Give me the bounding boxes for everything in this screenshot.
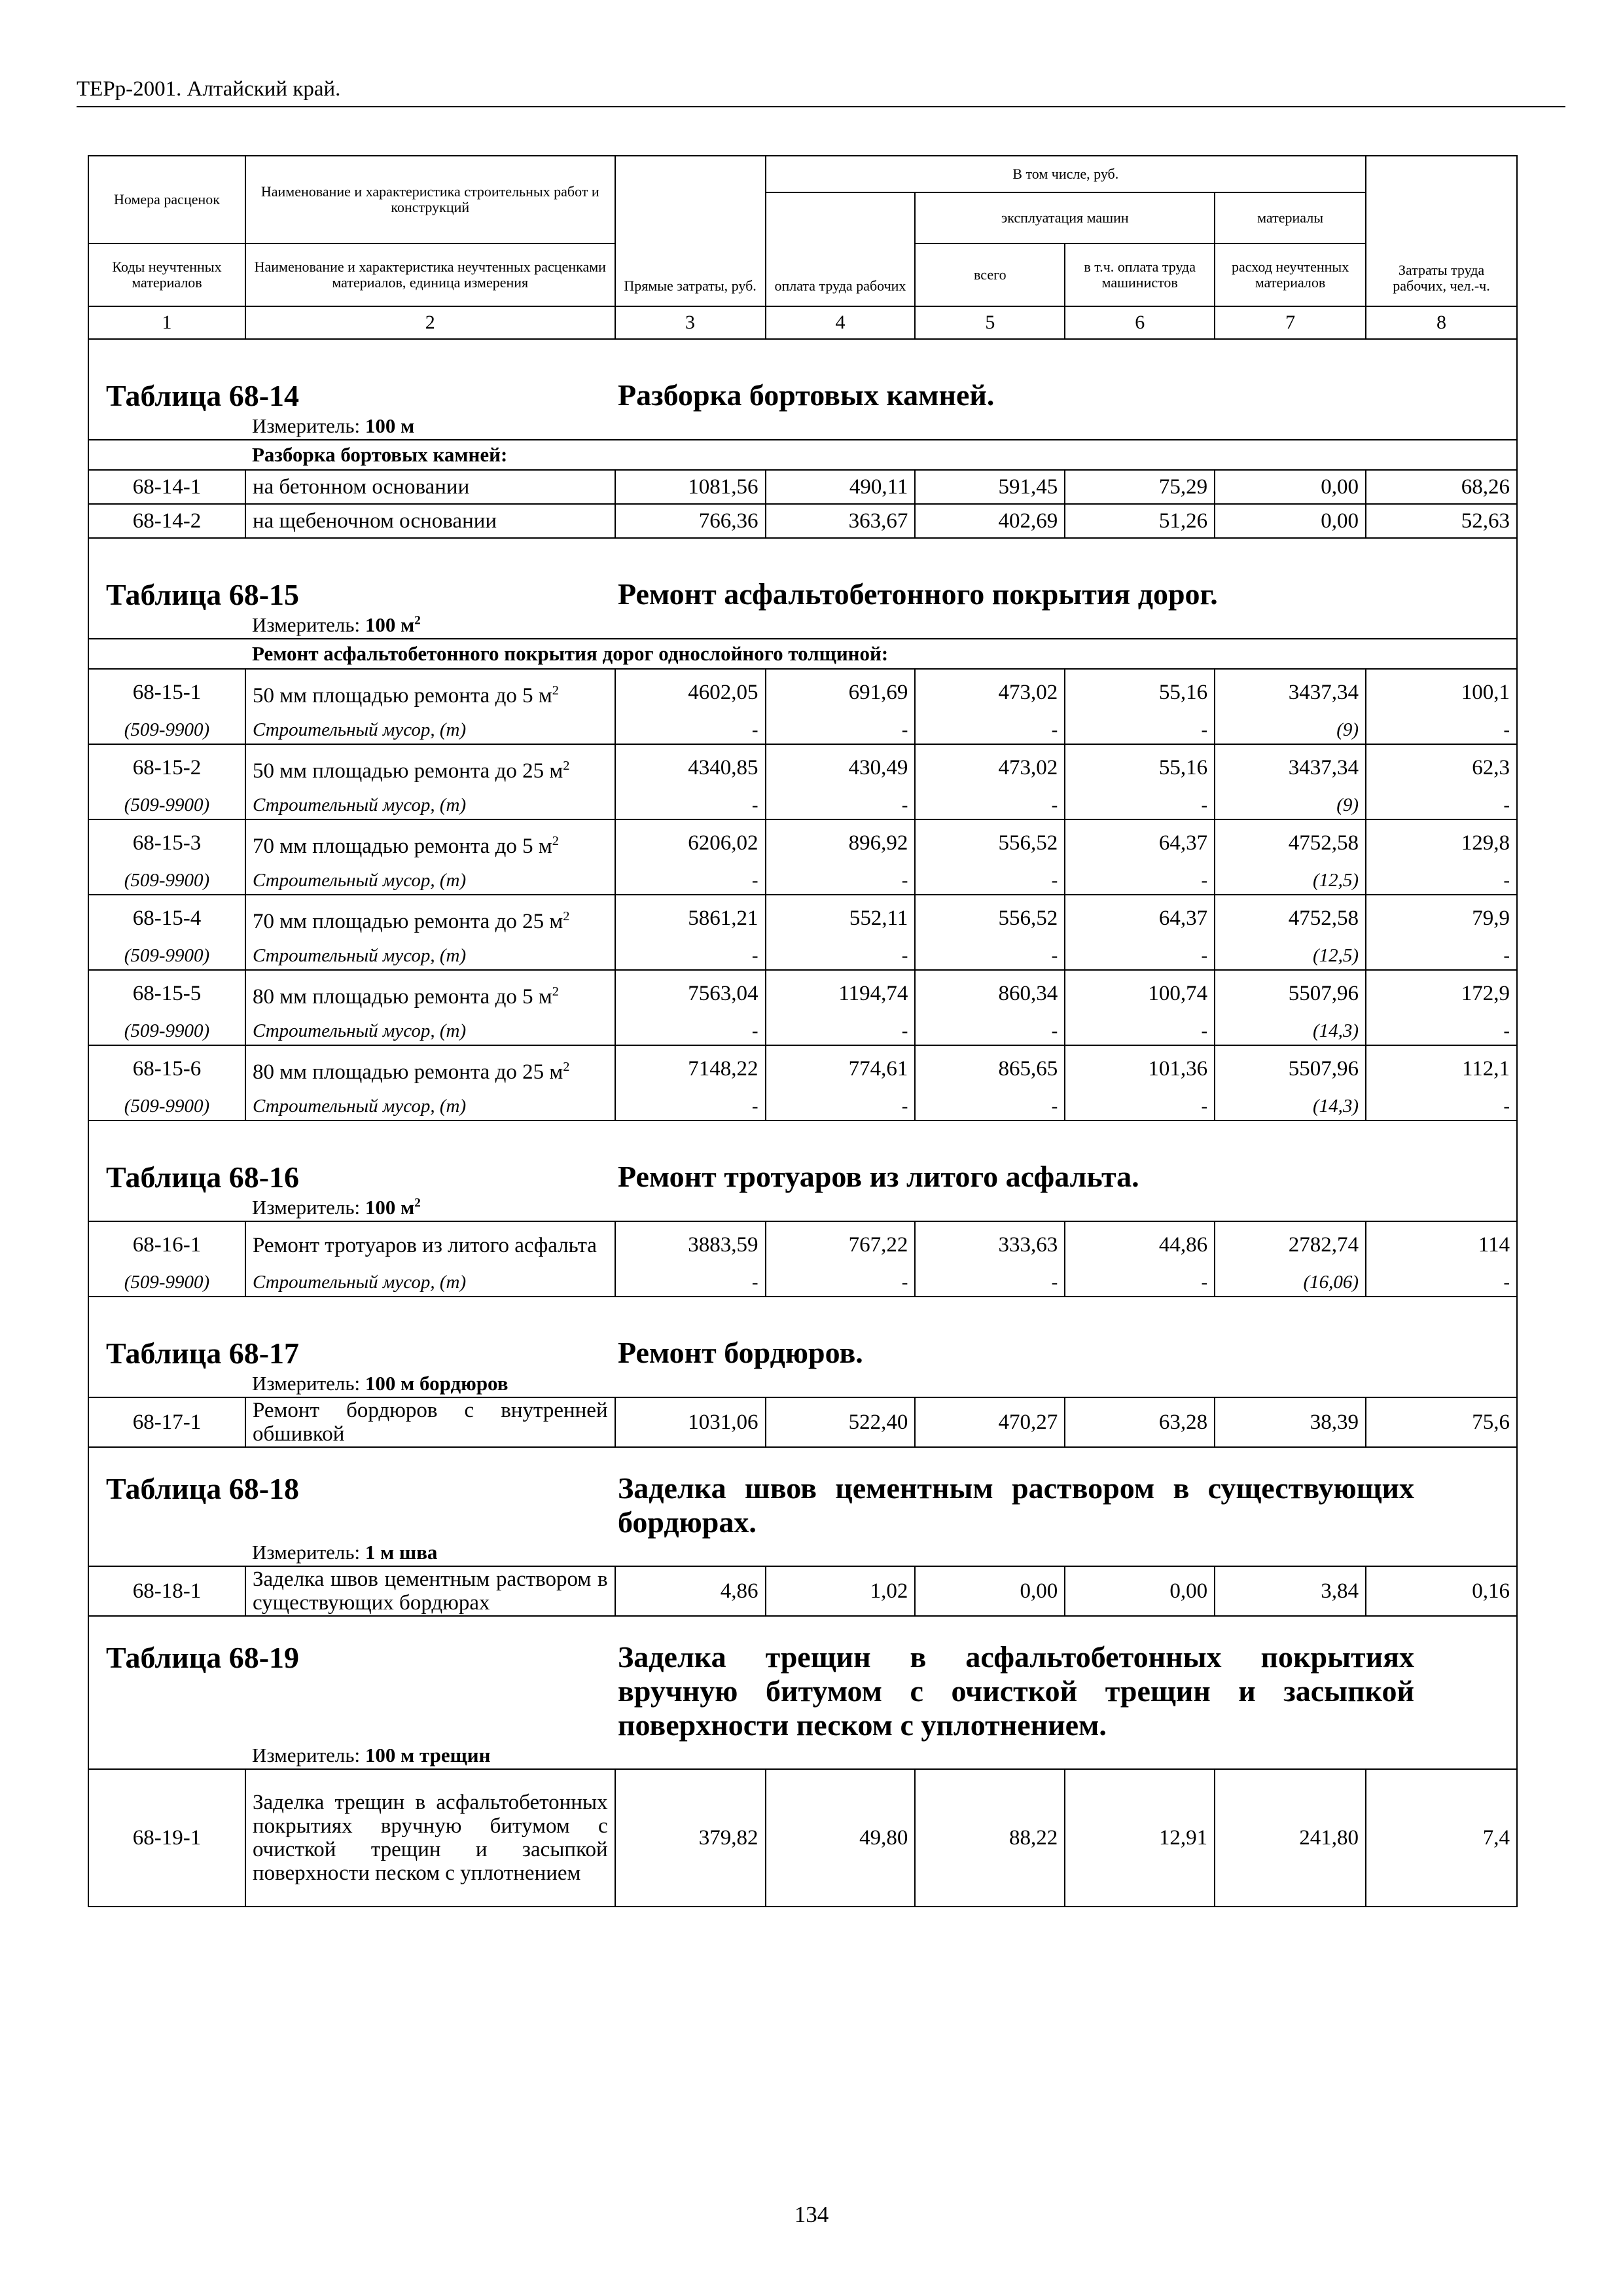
labor-hours: 129,8 (1366, 819, 1517, 867)
direct-cost: - (615, 791, 766, 819)
unit-cell (245, 413, 1517, 440)
material-row (88, 1017, 1517, 1045)
running-header: ТЕРр-2001. Алтайский край. (77, 77, 341, 101)
work-name (245, 1045, 615, 1092)
material-code: (509-9900) (88, 1017, 245, 1045)
name-text: Строительный мусор, (т) (252, 1271, 467, 1293)
section-caption (88, 1616, 1517, 1742)
material-name (245, 1092, 615, 1121)
operators-cost: 63,28 (1065, 1397, 1215, 1447)
section-caption-cell (88, 1447, 1517, 1539)
name-superscript: 2 (552, 683, 559, 698)
materials-cost: 3437,34 (1215, 744, 1366, 791)
table-title: Разборка бортовых камней. (618, 378, 995, 412)
rate-code: 68-14-2 (88, 504, 245, 538)
unit-cell (245, 1539, 1517, 1566)
col-including-header: В том числе, руб. (766, 156, 1366, 192)
col-materials-header: материалы (1215, 192, 1366, 243)
material-name (245, 1017, 615, 1045)
work-name (245, 504, 615, 538)
col-materials-sub-header: расход неучтенных материалов (1215, 243, 1366, 306)
section-caption-cell (88, 339, 1517, 413)
col-direct-header: Прямые затраты, руб. (615, 156, 766, 306)
price-row (88, 744, 1517, 791)
name-text: Заделка трещин в асфальтобетонных покрытиях вручную битумом с очисткой трещин и засыпкой поверхности песком с уплотнением (252, 1791, 608, 1885)
machines-cost: - (915, 942, 1065, 970)
operators-cost: - (1065, 942, 1215, 970)
unit-row (88, 1371, 1517, 1397)
labor-hours: 114 (1366, 1221, 1517, 1268)
labor-cost: 490,11 (766, 470, 916, 504)
unit-cell (245, 1742, 1517, 1769)
rate-code: 68-14-1 (88, 470, 245, 504)
unit-label: Измеритель: (251, 414, 361, 437)
page-number: 134 (794, 2202, 829, 2227)
material-code: (509-9900) (88, 791, 245, 819)
material-name (245, 1268, 615, 1297)
material-row (88, 942, 1517, 970)
col-labor-header: оплата труда рабочих (766, 192, 916, 306)
price-row (88, 1566, 1517, 1616)
direct-cost: - (615, 1268, 766, 1297)
material-name (245, 791, 615, 819)
labor-cost: 774,61 (766, 1045, 916, 1092)
machines-cost: 0,00 (915, 1566, 1065, 1616)
table-number: Таблица 68-19 (106, 1641, 300, 1674)
materials-cost: 5507,96 (1215, 1045, 1366, 1092)
machines-cost: - (915, 867, 1065, 895)
col-operators-header: в т.ч. оплата труда машинистов (1065, 243, 1215, 306)
col-code-sub-header: Коды неучтенных материалов (88, 243, 245, 306)
unit-spacer (88, 612, 245, 639)
unit-spacer (88, 1371, 245, 1397)
name-text: Строительный мусор, (т) (252, 869, 467, 891)
unit-cell (245, 1194, 1517, 1221)
direct-cost: 4,86 (615, 1566, 766, 1616)
unit-value: 100 м (365, 613, 415, 636)
price-table (88, 155, 1518, 1907)
direct-cost: 379,82 (615, 1769, 766, 1907)
work-name (245, 1397, 615, 1447)
material-name (245, 716, 615, 744)
name-text: Ремонт тротуаров из литого асфальта (252, 1233, 597, 1257)
direct-cost: 766,36 (615, 504, 766, 538)
price-row (88, 470, 1517, 504)
materials-cost: (9) (1215, 716, 1366, 744)
operators-cost: 44,86 (1065, 1221, 1215, 1268)
section-caption-cell (88, 1297, 1517, 1371)
material-code: (509-9900) (88, 716, 245, 744)
machines-cost: 556,52 (915, 819, 1065, 867)
work-name (245, 1769, 615, 1907)
material-code: (509-9900) (88, 1092, 245, 1121)
name-superscript: 2 (563, 1059, 570, 1074)
material-row (88, 791, 1517, 819)
labor-hours: - (1366, 1017, 1517, 1045)
table-header (88, 156, 1517, 339)
unit-label: Измеритель: (251, 1196, 361, 1219)
rate-code: 68-18-1 (88, 1566, 245, 1616)
materials-cost: 5507,96 (1215, 970, 1366, 1017)
materials-cost: 38,39 (1215, 1397, 1366, 1447)
work-name (245, 470, 615, 504)
col-name-header: Наименование и характеристика строительных работ и конструкций (245, 156, 615, 243)
name-text: на щебеночном основании (252, 509, 497, 533)
unit-row (88, 1742, 1517, 1769)
materials-cost: (14,3) (1215, 1092, 1366, 1121)
column-number: 3 (615, 306, 766, 339)
materials-cost: 2782,74 (1215, 1221, 1366, 1268)
materials-cost: 3437,34 (1215, 669, 1366, 716)
name-superscript: 2 (552, 984, 559, 999)
materials-cost: 4752,58 (1215, 895, 1366, 942)
table-title: Ремонт бордюров. (618, 1336, 863, 1369)
table-title: Ремонт асфальтобетонного покрытия дорог. (618, 577, 1218, 611)
operators-cost: - (1065, 867, 1215, 895)
operators-cost: - (1065, 1017, 1215, 1045)
machines-cost: - (915, 1092, 1065, 1121)
machines-cost: 473,02 (915, 669, 1065, 716)
materials-cost: (12,5) (1215, 942, 1366, 970)
material-code: (509-9900) (88, 942, 245, 970)
rate-code: 68-19-1 (88, 1769, 245, 1907)
section-caption-inner (96, 1617, 1510, 1742)
operators-cost: - (1065, 716, 1215, 744)
work-name (245, 895, 615, 942)
header-rule (77, 106, 1565, 107)
group-label: Ремонт асфальтобетонного покрытия дорог однослойного толщиной: (245, 639, 1517, 669)
name-text: Заделка швов цементным раствором в существующих бордюрах (252, 1568, 608, 1615)
section-caption-cell (88, 1121, 1517, 1194)
direct-cost: 7148,22 (615, 1045, 766, 1092)
work-name (245, 744, 615, 791)
col-name-sub-header: Наименование и характеристика неучтенных расценками материалов, единица измерения (245, 243, 615, 306)
price-row (88, 819, 1517, 867)
name-text: Строительный мусор, (т) (252, 719, 467, 740)
materials-cost: 0,00 (1215, 470, 1366, 504)
group-row (88, 639, 1517, 669)
machines-cost: 865,65 (915, 1045, 1065, 1092)
operators-cost: 55,16 (1065, 669, 1215, 716)
table-title: Заделка трещин в асфальтобетонных покрытиях вручную битумом с очисткой трещин и засыпкой поверхности песком с уплотнением. (618, 1640, 1414, 1742)
labor-hours: - (1366, 716, 1517, 744)
price-row (88, 1397, 1517, 1447)
direct-cost: 3883,59 (615, 1221, 766, 1268)
section-caption (88, 1297, 1517, 1371)
material-name (245, 867, 615, 895)
group-spacer (88, 639, 245, 669)
unit-spacer (88, 413, 245, 440)
unit-spacer (88, 1742, 245, 1769)
labor-cost: 552,11 (766, 895, 916, 942)
labor-cost: 1194,74 (766, 970, 916, 1017)
name-text: 80 мм площадью ремонта до 25 м (252, 1060, 563, 1084)
labor-cost: - (766, 716, 916, 744)
group-label: Разборка бортовых камней: (245, 440, 1517, 470)
column-numbers-row (88, 306, 1517, 339)
material-row (88, 867, 1517, 895)
work-name (245, 819, 615, 867)
name-text: Ремонт бордюров с внутренней обшивкой (252, 1399, 608, 1446)
labor-hours: - (1366, 867, 1517, 895)
labor-cost: 49,80 (766, 1769, 916, 1907)
table-title: Ремонт тротуаров из литого асфальта. (618, 1160, 1139, 1193)
materials-cost: 0,00 (1215, 504, 1366, 538)
price-row (88, 1769, 1517, 1907)
name-text: Строительный мусор, (т) (252, 1020, 467, 1041)
labor-hours: 75,6 (1366, 1397, 1517, 1447)
machines-cost: 473,02 (915, 744, 1065, 791)
direct-cost: 5861,21 (615, 895, 766, 942)
operators-cost: 101,36 (1065, 1045, 1215, 1092)
name-text: Строительный мусор, (т) (252, 944, 467, 966)
name-text: на бетонном основании (252, 475, 470, 499)
rate-code: 68-15-5 (88, 970, 245, 1017)
price-row (88, 970, 1517, 1017)
operators-cost: 75,29 (1065, 470, 1215, 504)
labor-cost: 363,67 (766, 504, 916, 538)
direct-cost: - (615, 1092, 766, 1121)
labor-hours: 79,9 (1366, 895, 1517, 942)
labor-hours: 172,9 (1366, 970, 1517, 1017)
labor-hours: - (1366, 1268, 1517, 1297)
operators-cost: - (1065, 791, 1215, 819)
name-text: Строительный мусор, (т) (252, 794, 467, 816)
machines-cost: 88,22 (915, 1769, 1065, 1907)
operators-cost: 51,26 (1065, 504, 1215, 538)
name-superscript: 2 (552, 833, 559, 848)
work-name (245, 1566, 615, 1616)
table-number: Таблица 68-16 (106, 1160, 300, 1194)
material-code: (509-9900) (88, 1268, 245, 1297)
labor-cost: - (766, 1092, 916, 1121)
unit-spacer (88, 1194, 245, 1221)
col-hours-header: Затраты труда рабочих, чел.-ч. (1366, 156, 1517, 306)
labor-cost: - (766, 1017, 916, 1045)
column-number: 6 (1065, 306, 1215, 339)
table-number: Таблица 68-18 (106, 1472, 300, 1505)
col-code-header: Номера расценок (88, 156, 245, 243)
table-number: Таблица 68-14 (106, 379, 300, 412)
section-caption-inner (96, 554, 1510, 612)
name-text: 80 мм площадью ремонта до 5 м (252, 984, 552, 1009)
machines-cost: - (915, 716, 1065, 744)
labor-cost: 767,22 (766, 1221, 916, 1268)
section-caption (88, 339, 1517, 413)
unit-row (88, 1194, 1517, 1221)
machines-cost: 333,63 (915, 1221, 1065, 1268)
name-text: 70 мм площадью ремонта до 25 м (252, 909, 563, 933)
operators-cost: 55,16 (1065, 744, 1215, 791)
labor-hours: - (1366, 1092, 1517, 1121)
direct-cost: - (615, 1017, 766, 1045)
unit-row (88, 413, 1517, 440)
rate-code: 68-16-1 (88, 1221, 245, 1268)
direct-cost: - (615, 867, 766, 895)
section-caption-inner (96, 1448, 1510, 1539)
table-body (88, 339, 1517, 1907)
labor-hours: 62,3 (1366, 744, 1517, 791)
machines-cost: 402,69 (915, 504, 1065, 538)
material-name (245, 942, 615, 970)
section-caption (88, 1121, 1517, 1194)
unit-spacer (88, 1539, 245, 1566)
unit-row (88, 612, 1517, 639)
machines-cost: - (915, 1017, 1065, 1045)
name-superscript: 2 (563, 758, 570, 773)
materials-cost: 241,80 (1215, 1769, 1366, 1907)
work-name (245, 669, 615, 716)
rate-code: 68-15-2 (88, 744, 245, 791)
machines-cost: 470,27 (915, 1397, 1065, 1447)
material-row (88, 1092, 1517, 1121)
direct-cost: 1081,56 (615, 470, 766, 504)
column-number: 5 (915, 306, 1065, 339)
unit-label: Измеритель: (251, 1744, 361, 1767)
name-text: Строительный мусор, (т) (252, 1095, 467, 1117)
column-number: 8 (1366, 306, 1517, 339)
price-row (88, 1045, 1517, 1092)
operators-cost: 64,37 (1065, 819, 1215, 867)
unit-value: 1 м шва (365, 1541, 438, 1564)
price-row (88, 895, 1517, 942)
section-caption-cell (88, 538, 1517, 612)
work-name (245, 970, 615, 1017)
materials-cost: 4752,58 (1215, 819, 1366, 867)
table-title: Заделка швов цементным раствором в существующих бордюрах. (618, 1471, 1414, 1539)
direct-cost: 1031,06 (615, 1397, 766, 1447)
unit-label: Измеритель: (251, 1372, 361, 1395)
labor-cost: 691,69 (766, 669, 916, 716)
operators-cost: 100,74 (1065, 970, 1215, 1017)
work-name (245, 1221, 615, 1268)
name-text: 70 мм площадью ремонта до 5 м (252, 834, 552, 858)
operators-cost: - (1065, 1092, 1215, 1121)
direct-cost: 4602,05 (615, 669, 766, 716)
unit-cell (245, 1371, 1517, 1397)
labor-cost: - (766, 867, 916, 895)
operators-cost: - (1065, 1268, 1215, 1297)
labor-cost: - (766, 791, 916, 819)
column-number: 7 (1215, 306, 1366, 339)
operators-cost: 64,37 (1065, 895, 1215, 942)
section-caption-inner (96, 355, 1510, 413)
direct-cost: - (615, 942, 766, 970)
column-number: 2 (245, 306, 615, 339)
labor-hours: - (1366, 942, 1517, 970)
labor-cost: 430,49 (766, 744, 916, 791)
price-row (88, 504, 1517, 538)
machines-cost: 860,34 (915, 970, 1065, 1017)
labor-hours: 0,16 (1366, 1566, 1517, 1616)
material-row (88, 1268, 1517, 1297)
section-caption-cell (88, 1616, 1517, 1742)
operators-cost: 12,91 (1065, 1769, 1215, 1907)
column-number: 1 (88, 306, 245, 339)
operators-cost: 0,00 (1065, 1566, 1215, 1616)
rate-code: 68-15-3 (88, 819, 245, 867)
material-row (88, 716, 1517, 744)
rate-code: 68-15-1 (88, 669, 245, 716)
labor-hours: 68,26 (1366, 470, 1517, 504)
unit-superscript: 2 (414, 613, 421, 628)
direct-cost: 4340,85 (615, 744, 766, 791)
direct-cost: 7563,04 (615, 970, 766, 1017)
price-row (88, 669, 1517, 716)
rate-code: 68-17-1 (88, 1397, 245, 1447)
section-caption (88, 1447, 1517, 1539)
unit-cell (245, 612, 1517, 639)
labor-hours: 7,4 (1366, 1769, 1517, 1907)
section-caption (88, 538, 1517, 612)
materials-cost: (12,5) (1215, 867, 1366, 895)
labor-hours: - (1366, 791, 1517, 819)
rate-code: 68-15-6 (88, 1045, 245, 1092)
table-number: Таблица 68-17 (106, 1336, 300, 1370)
table-number: Таблица 68-15 (106, 578, 300, 611)
col-total-header: всего (915, 243, 1065, 306)
unit-value: 100 м бордюров (365, 1372, 508, 1395)
labor-cost: 522,40 (766, 1397, 916, 1447)
labor-hours: 52,63 (1366, 504, 1517, 538)
col-machines-header: эксплуатация машин (915, 192, 1215, 243)
unit-label: Измеритель: (251, 1541, 361, 1564)
labor-hours: 112,1 (1366, 1045, 1517, 1092)
unit-row (88, 1539, 1517, 1566)
section-caption-inner (96, 1312, 1510, 1371)
labor-cost: - (766, 1268, 916, 1297)
materials-cost: (16,06) (1215, 1268, 1366, 1297)
name-text: 50 мм площадью ремонта до 25 м (252, 759, 563, 783)
name-text: 50 мм площадью ремонта до 5 м (252, 683, 552, 708)
unit-value: 100 м (365, 1196, 415, 1219)
labor-cost: - (766, 942, 916, 970)
rate-code: 68-15-4 (88, 895, 245, 942)
materials-cost: (14,3) (1215, 1017, 1366, 1045)
group-spacer (88, 440, 245, 470)
group-row (88, 440, 1517, 470)
price-row (88, 1221, 1517, 1268)
labor-cost: 1,02 (766, 1566, 916, 1616)
materials-cost: 3,84 (1215, 1566, 1366, 1616)
material-code: (509-9900) (88, 867, 245, 895)
unit-value: 100 м (365, 414, 415, 437)
machines-cost: 591,45 (915, 470, 1065, 504)
direct-cost: - (615, 716, 766, 744)
labor-hours: 100,1 (1366, 669, 1517, 716)
machines-cost: - (915, 791, 1065, 819)
unit-value: 100 м трещин (365, 1744, 491, 1767)
column-number: 4 (766, 306, 916, 339)
direct-cost: 6206,02 (615, 819, 766, 867)
section-caption-inner (96, 1136, 1510, 1194)
machines-cost: 556,52 (915, 895, 1065, 942)
name-superscript: 2 (563, 908, 570, 924)
materials-cost: (9) (1215, 791, 1366, 819)
unit-superscript: 2 (414, 1196, 421, 1210)
unit-label: Измеритель: (251, 613, 361, 636)
labor-cost: 896,92 (766, 819, 916, 867)
machines-cost: - (915, 1268, 1065, 1297)
